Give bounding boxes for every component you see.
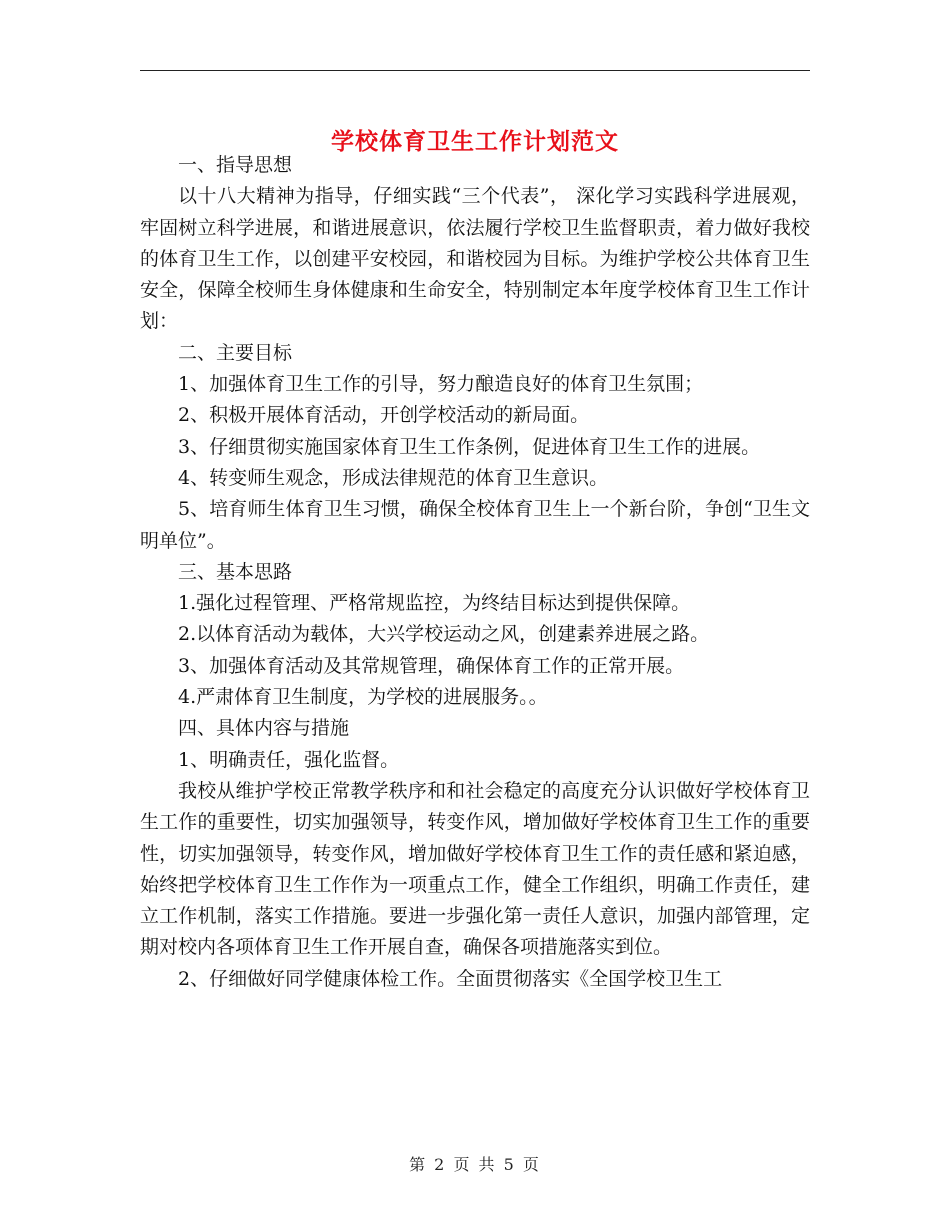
list-item-approach-2: 2.以体育活动为载体，大兴学校运动之风，创建素养进展之路。 (178, 623, 710, 646)
section-heading-guiding-ideology: 一、指导思想 (178, 154, 293, 176)
header-rule (140, 70, 810, 71)
section-heading-main-goals: 二、主要目标 (178, 341, 293, 364)
paragraph-measure-1: 我校从维护学校正常教学秩序和和社会稳定的高度充分认识做好学校体育卫生工作的重要性，切实加强领导，转变作风，增加做好学校体育卫生工作的重要性，切实加强领导，转变作风，增加做好学校体育卫生工作的责任感和紧迫感，始终把学校体育卫生工作作为一项重点工作，健全工作组织，明确工作责任，建立工作机制，落实工作措施。要进一步强化第一责任人意识，加强内部管理，定期对校内各项体育卫生工作开展自查，确保各项措施落实到位。 (140, 779, 810, 959)
list-item-goal-1: 1、加强体育卫生工作的引导，努力酿造良好的体育卫生氛围； (178, 373, 704, 396)
list-item-goal-5: 5、培育师生体育卫生习惯，确保全校体育卫生上一个新台阶，争创“卫生文明单位”。 (140, 498, 810, 552)
section-heading-basic-approach: 三、基本思路 (178, 560, 293, 583)
list-item-approach-4: 4.严肃体育卫生制度，为学校的进展服务。。 (178, 686, 548, 709)
list-item-measure-1: 1、明确责任，强化监督。 (178, 748, 400, 771)
document-body (140, 150, 810, 995)
list-item-measure-2: 2、仔细做好同学健康体检工作。全面贯彻落实《全国学校卫生工 (178, 967, 723, 990)
paragraph-guiding-ideology: 以十八大精神为指导，仔细实践“三个代表”， 深化学习实践科学进展观，牢固树立科学进展，和谐进展意识，依法履行学校卫生监督职责，着力做好我校的体育卫生工作，以创建平安校园，和谐校园为目标。为维护学校公共体育卫生安全，保障全校师生身体健康和生命安全，特别制定本年度学校体育卫生工作计划： (140, 185, 810, 333)
list-item-goal-2: 2、积极开展体育活动，开创学校活动的新局面。 (178, 404, 590, 427)
list-item-approach-1: 1.强化过程管理、严格常规监控，为终结目标达到提供保障。 (178, 592, 691, 615)
list-item-goal-3: 3、仔细贯彻实施国家体育卫生工作条例，促进体育卫生工作的进展。 (178, 435, 761, 458)
document-title: 学校体育卫生工作计划范文 (331, 129, 619, 156)
list-item-approach-3: 3、加强体育活动及其常规管理，确保体育工作的正常开展。 (178, 654, 685, 677)
section-heading-content-measures: 四、具体内容与措施 (178, 717, 350, 740)
list-item-goal-4: 4、转变师生观念，形成法律规范的体育卫生意识。 (178, 466, 609, 489)
page-number: 第 2 页 共 5 页 (409, 1155, 541, 1174)
